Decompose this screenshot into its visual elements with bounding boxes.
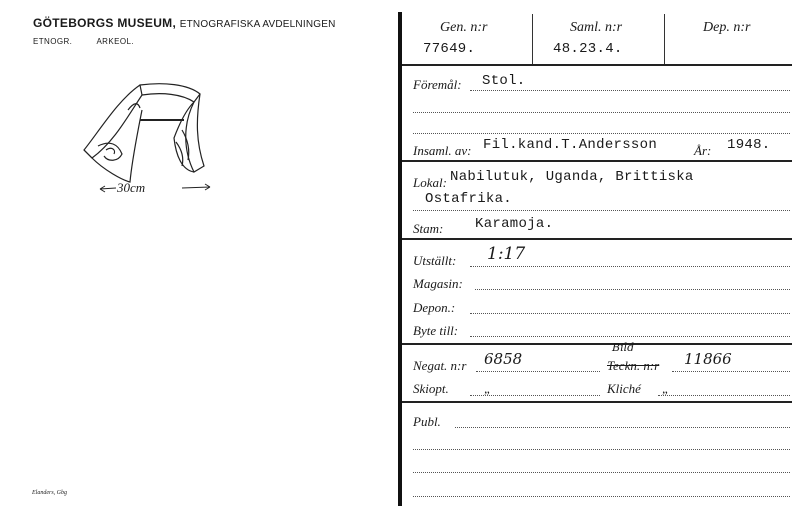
header-saml: Saml. n:r (570, 20, 623, 35)
skiopt-rule (402, 401, 792, 403)
lokal-label: Lokal: (413, 175, 447, 190)
kliche-label: Kliché (607, 381, 641, 396)
saml-nr-value: 48.23.4. (553, 41, 623, 57)
printer-imprint: Elanders, Gbg (32, 490, 67, 496)
skiopt-line (470, 395, 600, 396)
gen-nr-value: 77649. (423, 41, 476, 57)
utstallt-value: 1:17 (487, 244, 526, 264)
depon-line (470, 313, 790, 314)
magasin-label: Magasin: (413, 276, 463, 291)
publ-label: Publ. (413, 414, 441, 429)
insaml-value: Fil.kand.T.Andersson (483, 137, 658, 153)
utstallt-line (470, 266, 790, 267)
byte-rule (402, 343, 792, 345)
foremal-label: Föremål: (413, 77, 462, 92)
lokal-value-2: Ostafrika. (425, 191, 513, 207)
ar-value: 1948. (727, 137, 771, 153)
header-gen: Gen. n:r (440, 20, 488, 35)
stam-rule (402, 238, 792, 240)
teckn-line (672, 371, 790, 372)
insaml-label: Insaml. av: (413, 143, 472, 158)
teckn-value: 11866 (684, 350, 732, 368)
department-sections (33, 37, 156, 46)
kliche-line (658, 395, 790, 396)
stam-label: Stam: (413, 221, 444, 236)
museum-title: GÖTEBORGS MUSEUM, (33, 16, 177, 30)
byte-line (470, 336, 790, 337)
insaml-rule (402, 160, 792, 162)
utstallt-label: Utställt: (413, 253, 457, 268)
teckn-correction: Bild (612, 341, 635, 354)
lokal-line (413, 210, 790, 211)
museum-name (33, 16, 336, 30)
foremal-value: Stol. (482, 73, 526, 89)
section-etnogr: ETNOGR. (33, 37, 73, 46)
negat-label: Negat. n:r (413, 358, 467, 373)
section-arkeol: ARKEOL. (96, 37, 134, 46)
negat-line (476, 371, 600, 372)
stool-sketch (78, 80, 228, 200)
header-divider-2 (664, 14, 665, 66)
negat-value: 6858 (484, 350, 523, 368)
card-left-border (398, 12, 402, 506)
byte-label: Byte till: (413, 323, 459, 338)
stam-value: Karamoja. (475, 216, 554, 232)
publ-line (455, 427, 790, 428)
kliche-value: „ (662, 381, 670, 396)
teckn-label: Teckn. n:r (607, 358, 660, 373)
lokal-value-1: Nabilutuk, Uganda, Brittiska (450, 169, 694, 185)
header-divider-1 (532, 14, 533, 66)
publ-line-2 (413, 449, 790, 450)
header-rule (402, 64, 792, 66)
ar-label: År: (694, 143, 712, 158)
scale-label: 30cm (117, 180, 146, 195)
foremal-line-2 (413, 112, 790, 113)
depon-label: Depon.: (413, 300, 456, 315)
museum-department: ETNOGRAFISKA AVDELNINGEN (179, 19, 336, 30)
header-dep: Dep. n:r (703, 20, 751, 35)
magasin-line (475, 289, 790, 290)
publ-line-3 (413, 472, 790, 473)
foremal-line (470, 90, 790, 91)
skiopt-label: Skiopt. (413, 381, 449, 396)
publ-line-4 (413, 496, 790, 497)
foremal-line-3 (413, 133, 790, 134)
skiopt-value: „ (484, 381, 492, 396)
